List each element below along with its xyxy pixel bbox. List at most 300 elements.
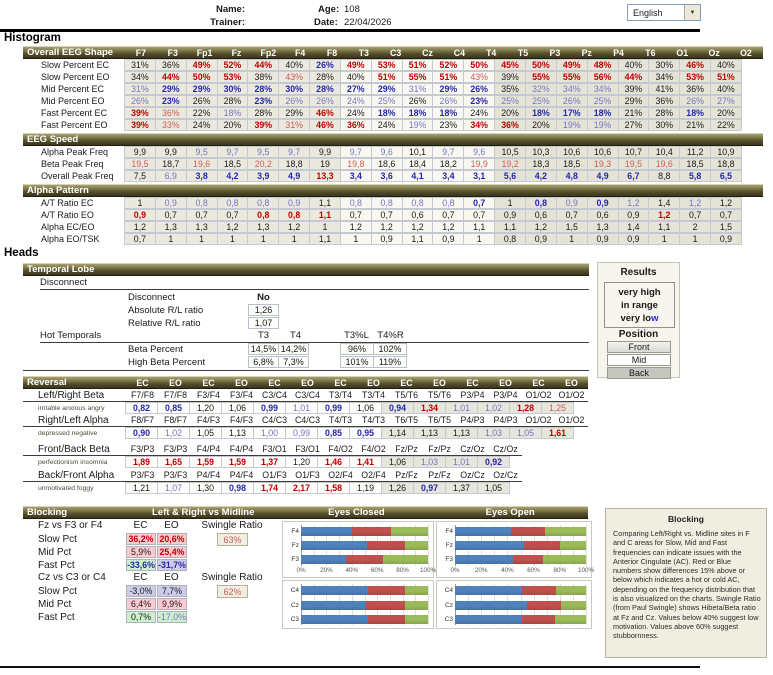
chart-bar-segment-fast — [556, 586, 586, 595]
reversal-value-cell: 1,58 — [317, 482, 350, 494]
table-cell: 4,9 — [587, 170, 619, 182]
table-cell: 0,8 — [278, 209, 310, 221]
date-label: Date: — [314, 17, 338, 28]
reversal-value-cell: 1,13 — [221, 427, 254, 439]
reversal-value-cell: 1,07 — [157, 482, 190, 494]
table-cell: 3,9 — [247, 170, 279, 182]
table-cell: 34% — [463, 119, 495, 131]
chart-bar-segment-slow — [455, 615, 522, 624]
reversal-col-header: EO — [565, 377, 578, 388]
row-label: A/T Ratio EO — [41, 210, 94, 220]
pair-cell: Cz/Oz — [493, 444, 518, 454]
gridline — [428, 525, 429, 566]
pair-cell: T3/T4 — [329, 390, 352, 400]
table-row — [23, 107, 762, 119]
reversal-pair-row — [23, 414, 588, 427]
reversal-value-cell: 1,59 — [221, 456, 254, 468]
results-legend-line: very low — [620, 312, 659, 324]
chart-eyes-open-central — [436, 580, 592, 629]
pair-cell: P4/P3 — [460, 415, 485, 425]
histogram-section-title: Histogram — [4, 32, 61, 44]
table-cell: 50% — [525, 59, 557, 71]
pair-cell: F4/F3 — [230, 415, 253, 425]
table-cell: 18% — [402, 107, 434, 119]
table-cell: 9,7 — [432, 146, 464, 158]
table-cell: 5,8 — [679, 170, 711, 182]
reversal-value-row — [23, 427, 588, 439]
reversal-value-cell: 1,03 — [477, 427, 510, 439]
row-label: Fast Percent EO — [41, 120, 108, 130]
footer-divider — [0, 666, 700, 668]
pair-cell: F4/O2 — [361, 444, 386, 454]
row-label: Overall Peak Freq — [41, 171, 114, 181]
electrode-header: Fp2 — [260, 47, 277, 58]
table-cell: 1 — [155, 233, 187, 245]
table-cell: 28% — [648, 107, 680, 119]
chart-axis-tick: 100% — [419, 567, 437, 574]
table-cell: 18,2 — [432, 158, 464, 170]
table-cell: 18% — [525, 107, 557, 119]
table-cell: 1,3 — [155, 221, 187, 233]
row-label: Mid Percent EO — [41, 96, 105, 106]
table-cell: 20% — [494, 107, 526, 119]
table-cell: 24% — [463, 107, 495, 119]
table-cell: 5,6 — [494, 170, 526, 182]
high-beta-t4: 7,3% — [278, 356, 309, 368]
table-cell: 0,8 — [494, 233, 526, 245]
pair-cell: O2/F4 — [328, 470, 353, 480]
electrode-header: Pz — [581, 47, 592, 58]
chart-axis-tick: 80% — [553, 567, 567, 574]
pair-cell: F3/O1 — [295, 444, 320, 454]
table-cell: 19,3 — [587, 158, 619, 170]
table-cell: 51% — [402, 59, 434, 71]
position-button-mid[interactable]: Mid — [607, 354, 671, 366]
pair-cell: P3/P4 — [493, 390, 518, 400]
reversal-col-header: EC — [334, 377, 347, 388]
chart-category-label: Cz — [291, 601, 299, 609]
table-cell: 10,6 — [587, 146, 619, 158]
reversal-value-cell: 0,90 — [125, 427, 158, 439]
table-cell: 29% — [278, 107, 310, 119]
pair-cell: O2/F4 — [361, 470, 386, 480]
chart-category-label: Fz — [445, 542, 453, 549]
table-cell: 1 — [217, 233, 249, 245]
table-row — [23, 233, 762, 245]
table-cell: 0,7 — [340, 209, 372, 221]
table-cell: 21% — [618, 107, 650, 119]
table-cell: 29% — [186, 83, 218, 95]
table-row — [23, 119, 762, 131]
reversal-value-cell: 1,25 — [541, 402, 574, 414]
table-cell: 30% — [648, 119, 680, 131]
table-cell: 55% — [525, 71, 557, 83]
reversal-value-cell: 1,59 — [189, 456, 222, 468]
pair-cell: Fz/Pz — [395, 444, 418, 454]
beta-percent-t4r: 102% — [373, 343, 407, 355]
chart-category-label: C3 — [444, 616, 453, 623]
reversal-value-cell: 1,30 — [189, 482, 222, 494]
pair-cell: O1/O2 — [525, 415, 552, 425]
pair-cell: C4/C3 — [262, 415, 287, 425]
table-row — [23, 71, 762, 83]
electrode-header: F3 — [167, 47, 178, 58]
hot-col-t3l: T3%L — [344, 330, 369, 341]
chevron-down-icon[interactable]: ▼ — [684, 5, 700, 20]
table-cell: 50% — [463, 59, 495, 71]
chart-bar-segment-fast — [405, 541, 428, 550]
table-cell: 1,2 — [340, 221, 372, 233]
reversal-value-cell: 0,98 — [221, 482, 254, 494]
blocking-note — [605, 508, 767, 658]
table-cell: 1 — [679, 233, 711, 245]
electrode-header: C3 — [390, 47, 402, 58]
reversal-value-cell: 1,06 — [381, 456, 414, 468]
table-cell: 9,5 — [247, 146, 279, 158]
table-cell: 23% — [247, 95, 279, 107]
reversal-value-cell: 1,03 — [413, 456, 446, 468]
chart-bar — [455, 601, 586, 610]
table-cell: 0,9 — [494, 209, 526, 221]
swingle-ratio-value: 62% — [217, 585, 248, 598]
table-cell: 44% — [618, 71, 650, 83]
table-cell: 51% — [710, 71, 742, 83]
table-cell: 10,7 — [618, 146, 650, 158]
pair-cell: P4/F4 — [196, 470, 221, 480]
table-cell: 1,2 — [217, 221, 249, 233]
table-cell: 56% — [587, 71, 619, 83]
table-cell: 55% — [402, 71, 434, 83]
table-cell: 0,9 — [124, 209, 156, 221]
table-cell: 1,2 — [648, 209, 680, 221]
reversal-value-cell: 2,17 — [285, 482, 318, 494]
table-cell: 1,2 — [371, 221, 403, 233]
table-cell: 1,2 — [278, 221, 310, 233]
table-cell: 1,1 — [463, 221, 495, 233]
table-cell: 31% — [278, 119, 310, 131]
table-cell: 1,4 — [618, 221, 650, 233]
table-row — [23, 170, 762, 182]
reversal-value-cell: 1,14 — [381, 427, 414, 439]
table-cell: 26% — [463, 83, 495, 95]
row-label: Mid Percent EC — [41, 84, 105, 94]
reversal-value-cell: 1,06 — [349, 402, 382, 414]
value-row-label: irritable anxious angry — [38, 404, 105, 412]
table-cell: 1 — [648, 233, 680, 245]
pair-row-label: Left/Right Beta — [38, 389, 105, 401]
table-cell: 53% — [371, 59, 403, 71]
table-cell: 9,6 — [371, 146, 403, 158]
table-cell: 26% — [124, 95, 156, 107]
blocking-value-cell: 6,4% — [126, 598, 156, 610]
language-select-value: English — [633, 7, 663, 18]
table-cell: 32% — [525, 83, 557, 95]
pair-cell: P3/F3 — [130, 470, 155, 480]
pair-cell: P3/F3 — [163, 470, 188, 480]
table-cell: 25% — [587, 95, 619, 107]
table-cell: 19% — [587, 119, 619, 131]
table-cell: 1 — [278, 233, 310, 245]
table-cell: 36% — [679, 83, 711, 95]
table-cell: 9,9 — [124, 146, 156, 158]
chart-axis-tick: 100% — [577, 567, 595, 574]
blocking-value-cell: 25,4% — [157, 546, 187, 558]
table-cell: 23% — [432, 119, 464, 131]
swingle-ratio-label: Swingle Ratio — [201, 572, 263, 583]
reversal-col-header: EO — [367, 377, 380, 388]
divider — [40, 289, 589, 290]
rel-ratio-label: Relative R/L ratio — [128, 318, 201, 329]
pair-row-label: Front/Back Beta — [38, 443, 110, 455]
table-cell: 1,3 — [247, 221, 279, 233]
pair-cell: O1/F3 — [262, 470, 287, 480]
table-cell: 18% — [432, 107, 464, 119]
table-cell: 38% — [247, 71, 279, 83]
table-row — [23, 158, 762, 170]
chart-bar-segment-slow — [301, 615, 368, 624]
gridline — [428, 584, 429, 625]
table-cell: 0,9 — [587, 197, 619, 209]
table-cell: 51% — [432, 71, 464, 83]
table-cell: 34% — [648, 71, 680, 83]
position-button-back[interactable]: Back — [607, 367, 671, 379]
pair-cell: Pz/Fz — [428, 470, 451, 480]
electrode-header: T4 — [486, 47, 497, 58]
table-cell: 19,6 — [648, 158, 680, 170]
table-cell: 18% — [679, 107, 711, 119]
table-cell: 1 — [463, 233, 495, 245]
chart-bar-segment-mid — [367, 541, 405, 550]
table-cell: 0,9 — [155, 197, 187, 209]
table-cell: 0,8 — [525, 197, 557, 209]
section-bar — [23, 46, 763, 59]
chart-bar-segment-slow — [455, 555, 513, 564]
table-cell: 1,1 — [309, 233, 341, 245]
results-legend-line: in range — [621, 299, 658, 311]
electrode-header: Cz — [422, 47, 433, 58]
table-cell: 1,2 — [402, 221, 434, 233]
chart-bar-segment-slow — [301, 601, 366, 610]
table-cell: 0,6 — [402, 209, 434, 221]
blocking-col-header: EC — [133, 520, 148, 531]
reversal-value-cell: 1,02 — [477, 402, 510, 414]
table-cell: 48% — [587, 59, 619, 71]
reversal-value-cell: 1,02 — [157, 427, 190, 439]
chart-bar-segment-slow — [301, 541, 367, 550]
value-row-label: depressed negative — [38, 429, 98, 437]
table-cell: 1,1 — [309, 209, 341, 221]
table-cell: 3,4 — [340, 170, 372, 182]
table-cell: 52% — [217, 59, 249, 71]
reversal-bar — [23, 376, 588, 389]
reversal-pair-row — [23, 469, 522, 482]
blocking-row-label: Mid Pct — [38, 547, 72, 558]
hot-temporals-label: Hot Temporals — [40, 330, 102, 341]
chart-bar-segment-mid — [524, 541, 560, 550]
chart-axis-tick: 80% — [396, 567, 409, 574]
trainer-label: Trainer: — [210, 17, 245, 28]
blocking-row-label: Mid Pct — [38, 599, 72, 610]
date-value: 22/04/2026 — [344, 17, 392, 28]
table-cell: 1,5 — [710, 221, 742, 233]
chart-bar-segment-fast — [561, 601, 586, 610]
table-cell: 19% — [402, 119, 434, 131]
chart-axis-tick: 60% — [527, 567, 540, 574]
pair-cell: C3/C4 — [295, 390, 320, 400]
table-cell: 1,1 — [402, 233, 434, 245]
electrode-header: Fz — [231, 47, 242, 58]
pair-cell: P4/P3 — [493, 415, 518, 425]
header-divider — [0, 29, 700, 32]
table-cell: 19,5 — [124, 158, 156, 170]
table-cell: 40% — [340, 71, 372, 83]
table-cell: 46% — [309, 107, 341, 119]
pair-cell: O1/F3 — [295, 470, 320, 480]
chart-bar — [301, 555, 428, 564]
reversal-value-cell: 0,99 — [285, 427, 318, 439]
blocking-note-title: Blocking — [668, 514, 704, 524]
pair-row-label: Right/Left Alpha — [38, 414, 109, 426]
table-cell: 0,7 — [124, 233, 156, 245]
table-cell: 44% — [155, 71, 187, 83]
chart-bar-segment-mid — [522, 615, 555, 624]
table-cell: 25% — [494, 95, 526, 107]
electrode-header: O2 — [740, 47, 752, 58]
hot-col-t3: T3 — [257, 330, 270, 341]
reversal-value-cell: 1,37 — [253, 456, 286, 468]
chart-bar-segment-mid — [513, 555, 543, 564]
row-label: Alpha Peak Freq — [41, 147, 109, 157]
table-cell: 26% — [556, 95, 588, 107]
reversal-value-cell: 1,20 — [189, 402, 222, 414]
chart-axis-tick: 40% — [345, 567, 359, 574]
table-cell: 19% — [556, 119, 588, 131]
blocking-bar — [23, 506, 588, 519]
disconnect-row-label: Disconnect — [128, 292, 175, 303]
pair-cell: F3/F4 — [197, 390, 220, 400]
blocking-col-header: EO — [164, 520, 179, 531]
value-row-label: perfectionism insomnia — [38, 458, 108, 466]
table-cell: 0,7 — [432, 209, 464, 221]
table-cell: 1,1 — [309, 197, 341, 209]
table-cell: 10,4 — [648, 146, 680, 158]
reversal-value-cell: 1,13 — [413, 427, 446, 439]
reversal-value-cell: 0,85 — [157, 402, 190, 414]
table-cell: 31% — [402, 83, 434, 95]
blocking-row-label: Slow Pct — [38, 586, 77, 597]
pair-cell: F8/F7 — [131, 415, 154, 425]
pair-cell: C3/C4 — [262, 390, 287, 400]
reversal-value-cell: 1,74 — [253, 482, 286, 494]
pair-cell: T4/T3 — [362, 415, 385, 425]
pair-cell: O1/O2 — [558, 390, 585, 400]
table-cell: 19,5 — [618, 158, 650, 170]
table-row — [23, 95, 762, 107]
table-cell: 1 — [309, 221, 341, 233]
reversal-value-cell: 1,34 — [413, 402, 446, 414]
table-cell: 0,8 — [432, 197, 464, 209]
chart-axis-tick: 40% — [501, 567, 514, 574]
chart-category-label: F3 — [291, 556, 299, 563]
electrode-header: Fp1 — [196, 47, 213, 58]
position-button-front[interactable]: Front — [607, 341, 671, 353]
chart-bar-segment-fast — [555, 615, 586, 624]
table-cell: 3,1 — [463, 170, 495, 182]
electrode-header: F8 — [326, 47, 338, 58]
table-cell: 21% — [679, 119, 711, 131]
table-cell: 4,2 — [525, 170, 557, 182]
reversal-value-cell: 1,01 — [285, 402, 318, 414]
table-cell: 33% — [155, 119, 187, 131]
eyes-closed-title: Eyes Closed — [328, 507, 385, 518]
blocking-panel-title: Fz vs F3 or F4 — [38, 520, 103, 531]
table-row — [23, 197, 762, 209]
reversal-value-cell: 1,61 — [541, 427, 574, 439]
chart-bar — [455, 615, 586, 624]
pair-cell: F4/P4 — [196, 444, 221, 454]
table-cell: 4,2 — [217, 170, 249, 182]
age-label: Age: — [318, 4, 340, 15]
table-cell: 18,4 — [402, 158, 434, 170]
blocking-title: Blocking — [27, 507, 68, 518]
table-cell: 3,6 — [371, 170, 403, 182]
table-cell: 17% — [556, 107, 588, 119]
table-cell: 30% — [648, 59, 680, 71]
pair-cell: Oz/Cz — [493, 470, 518, 480]
table-cell: 26% — [679, 95, 711, 107]
table-cell: 29% — [618, 95, 650, 107]
table-cell: 18,7 — [155, 158, 187, 170]
beta-percent-t3l: 96% — [340, 343, 374, 355]
gridline — [586, 525, 587, 566]
pair-cell: T3/T4 — [362, 390, 385, 400]
table-cell: 0,9 — [587, 233, 619, 245]
chart-category-label: C4 — [444, 587, 453, 594]
chart-bar-segment-mid — [352, 527, 390, 536]
table-cell: 53% — [217, 71, 249, 83]
table-cell: 0,8 — [402, 197, 434, 209]
table-cell: 1 — [186, 233, 218, 245]
swingle-ratio-value: 63% — [217, 533, 248, 546]
pair-cell: T6/T5 — [395, 415, 418, 425]
reversal-col-header: EC — [136, 377, 149, 388]
results-title: Results — [620, 267, 657, 278]
reversal-col-header: EC — [268, 377, 281, 388]
rel-ratio-value: 1,07 — [248, 317, 279, 329]
table-cell: 7,5 — [124, 170, 156, 182]
chart-bar-segment-fast — [383, 555, 428, 564]
table-cell: 4,9 — [278, 170, 310, 182]
table-cell: 39% — [618, 83, 650, 95]
reversal-value-cell: 1,19 — [349, 482, 382, 494]
hot-col-t4: T4 — [289, 330, 302, 341]
table-cell: 0,6 — [525, 209, 557, 221]
chart-eyes-closed-central — [282, 580, 434, 629]
high-beta-t3l: 101% — [340, 356, 374, 368]
reversal-value-cell: 1,41 — [349, 456, 382, 468]
language-select[interactable] — [627, 4, 701, 21]
table-cell: 55% — [556, 71, 588, 83]
pair-cell: F3/P3 — [130, 444, 155, 454]
table-cell: 18,5 — [679, 158, 711, 170]
reversal-value-cell: 1,89 — [125, 456, 158, 468]
chart-category-label: F4 — [291, 528, 299, 535]
table-cell: 1,2 — [710, 197, 742, 209]
row-label: Slow Percent EO — [41, 72, 110, 82]
reversal-col-header: EO — [433, 377, 446, 388]
table-row — [23, 221, 762, 233]
pair-cell: Fz/Pz — [428, 444, 451, 454]
